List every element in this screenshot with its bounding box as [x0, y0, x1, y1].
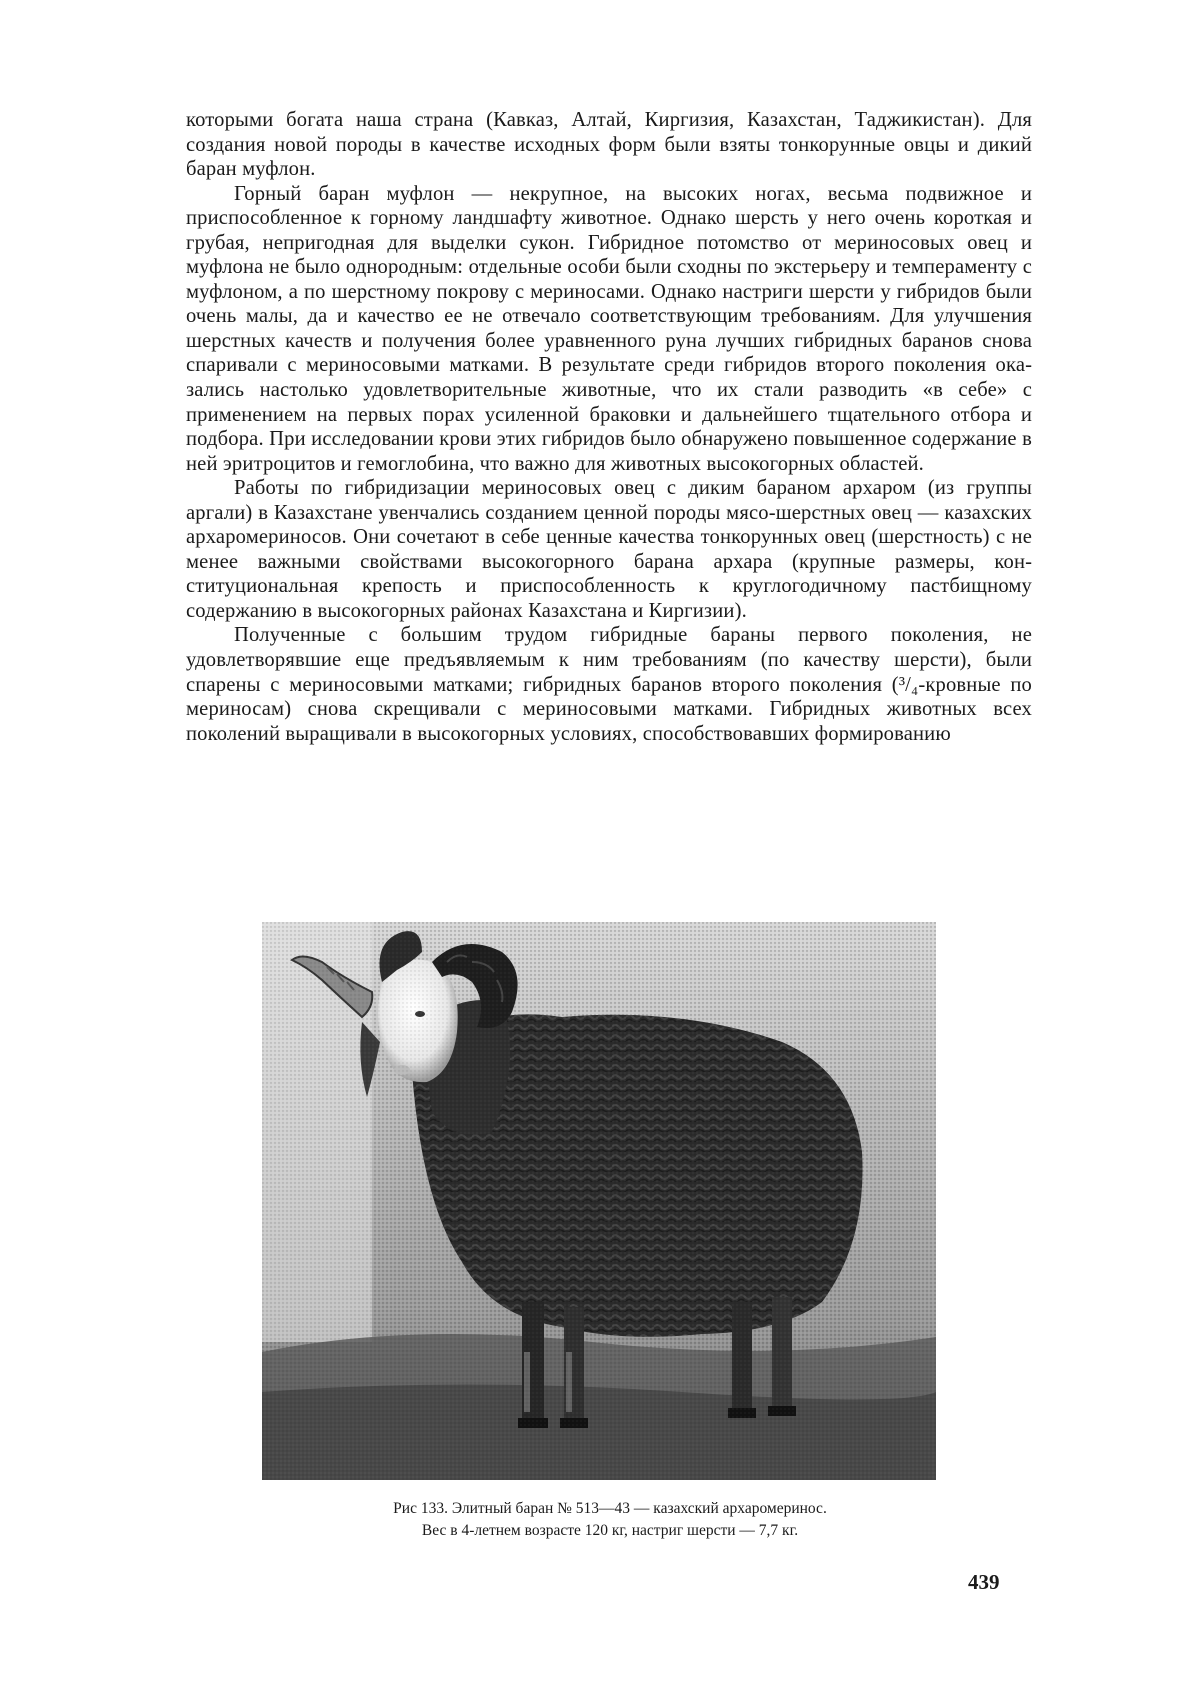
- body-text: [186, 108, 1032, 746]
- figure-caption: [200, 1498, 1020, 1542]
- caption-line-2: Вес в 4-летнем возрасте 120 кг, настриг шерсти — 7,7 кг.: [421, 1522, 799, 1539]
- ram-photo-illustration: [262, 922, 936, 1480]
- caption-line-1: Рис 133. Элитный баран № 513—43 — казахский архаромеринос.: [393, 1500, 827, 1517]
- paragraph-2: Горный баран муфлон — некрупное, на высоких ногах, весьма подвижное и приспособленное к горному ландшафту животное. Однако шерсть у него очень короткая и грубая, непригодная для выделки сукон. Гибридное потомство от мериносовых овец и муфлона не было однородным: отдельные особи были сходны по экстерьеру и темпераменту с муфлоном, а по шерстному покрову с мериносами. Однако настриги шерсти у гибридов были очень малы, да и качество ее не отвечало соответствующим требованиям. Для улучшения шерстных качеств и получения более уравненного руна лучших гибридных баранов снова спаривали с мериносовыми матками. В результате среди гибридов второго поколения оказались настолько удовлетворительные животные, что их стали разводить «в себе» с применением на первых порах усиленной браковки и дальнейшего тщательного отбора и подбора. При исследовании крови этих гибридов было обнаружено повышенное содержание в ней эритроцитов и гемоглобина, что важно для животных высокогорных областей.: [186, 182, 1032, 475]
- page-number: 439: [968, 1570, 1000, 1594]
- ram-photograph: [262, 922, 936, 1480]
- paragraph-1: которыми богата наша страна (Кавказ, Алтай, Киргизия, Казахстан, Таджикистан). Для создания новой породы в качестве исходных форм были взяты тонкорунные овцы и дикий баран муфлон.: [186, 109, 1032, 181]
- paragraph-4: Полученные с большим трудом гибридные бараны первого поколения, не удовлетворявшие еще предъявляемым к ним требованиям (по качеству шерсти), были спарены с мериносовыми матками; гибридных баранов второго поколения (³/₄-кровные по мериносам) снова скрещивали с мериносовыми матками. Гибридных животных всех поколений выращивали в высокогорных условиях, способствовавших формированию: [186, 624, 1032, 745]
- paragraph-3: Работы по гибридизации мериносовых овец с диким бараном архаром (из группы аргали) в Казахстане увенчались созданием ценной породы мясо-шерстных овец — казахских архаромериносов. Они сочетают в себе ценные качества тонкорунных овец (шерстность) с не менее важными свойствами высокогорного барана архара (крупные размеры, конституциональная крепость и приспособленность к круглогодичному пастбищному содержанию в высокогорных районах Казахстана и Киргизии).: [186, 477, 1032, 622]
